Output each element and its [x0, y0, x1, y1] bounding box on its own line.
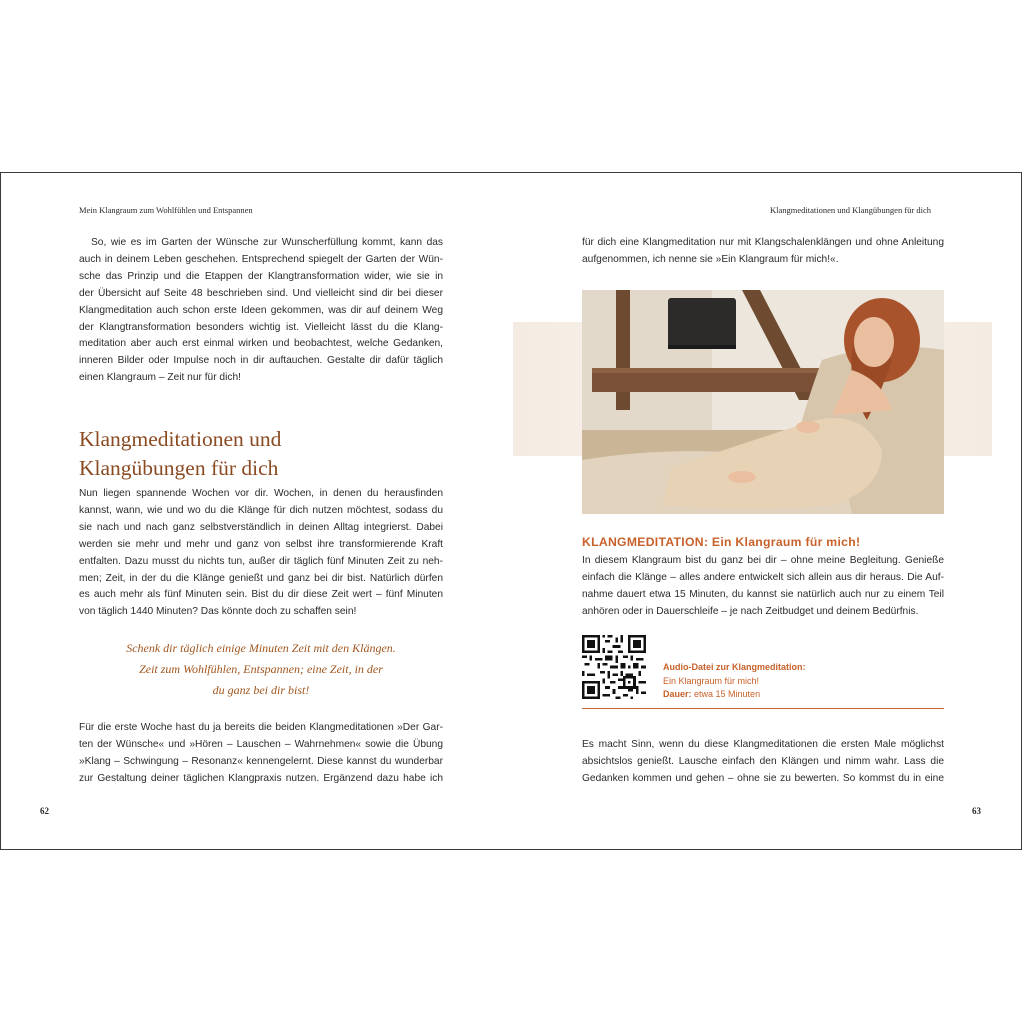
text-line: Gedanken kommen und gehen – ohne sie zu bewerten. So kommst du in eine — [582, 772, 944, 784]
text-line: der Übersicht auf Seite 48 beschrieben sind. Und vielleicht sind dir bei dieser — [79, 287, 443, 299]
section-heading — [79, 425, 379, 483]
photo-woman-relaxing — [582, 290, 944, 514]
text-line: absichtslos genießt. Lausche einfach den Klängen und nimm wahr. Lass die — [582, 755, 944, 767]
text-line: aufgenommen, ich nenne sie »Ein Klangraum für mich!«. — [582, 253, 839, 265]
text-line: meditation aber auch erst einmal wirken und beobachtest, welche Gedanken, — [79, 338, 443, 350]
qr-code[interactable] — [582, 635, 646, 699]
audio-duration-label: Dauer: — [663, 689, 692, 699]
photo-illustration — [582, 290, 944, 514]
text-line: für dich eine Klangmeditation nur mit Klangschalenklängen und ohne Anleitung — [582, 237, 944, 248]
text-line: ten der Wünsche« und »Hören – Lauschen – Wahrnehmen« sowie die Übung — [79, 738, 443, 750]
text-line: einfach die Klänge – alles andere entwickelt sich allein aus dir heraus. Die Auf- — [582, 571, 944, 583]
page-number-left: 62 — [40, 806, 49, 816]
text-line: So, wie es im Garten der Wünsche zur Wunscherfüllung kommt, kann das — [91, 237, 443, 248]
audio-duration-value: etwa 15 Minuten — [694, 689, 761, 699]
running-head-right: Klangmeditationen und Klangübungen für dich — [770, 205, 931, 215]
text-line: sche das Prinzip und die Etappen der Klangtransformation wider, wie sie in — [79, 270, 443, 282]
box-divider — [582, 708, 944, 709]
text-line: inneren Bilder oder Impulse noch in dir auftauchen. Gestalte dir dafür täglich — [79, 355, 443, 367]
heading-line: Klangmeditationen und — [79, 427, 282, 451]
text-line: sie nach und nach ganz selbstverständlich in deinen Alltag integrierst. Dabei — [79, 521, 443, 533]
text-line: Für die erste Woche hast du ja bereits die beiden Klangmeditationen »Der Gar- — [79, 722, 443, 733]
text-line: auch in deinem Leben geschehen. Entsprechend spiegelt der Garten der Wün- — [79, 253, 443, 265]
meditation-box-text — [582, 553, 944, 621]
page-number-right: 63 — [972, 806, 981, 816]
quote-line: Schenk dir täglich einige Minuten Zeit mit den Klängen. — [126, 641, 396, 655]
left-paragraph-3 — [79, 720, 443, 788]
right-paragraph-2 — [582, 737, 944, 788]
meditation-box-heading: KLANGMEDITATION: Ein Klangraum für mich! — [582, 535, 861, 549]
text-line: Klangmeditation auch schon erste Ideen gekommen, was dir auf deinem Weg — [79, 304, 443, 316]
quote-line: du ganz bei dir bist! — [212, 683, 310, 697]
right-paragraph-1 — [582, 235, 944, 269]
text-line: zur Gestaltung deiner täglichen Klangpraxis nutzen. Ergänzend dazu habe ich — [79, 772, 443, 784]
text-line: von täglich 1440 Minuten? Das könnte doch zu schaffen sein! — [79, 606, 357, 618]
pull-quote — [96, 638, 426, 701]
text-line: entfalten. Dazu musst du nichts tun, außer dir täglich fünf Minuten Zeit zu neh- — [79, 555, 443, 567]
text-line: anhören oder in Dauerschleife – je nach Zeitbudget und deinem Bedürfnis. — [582, 605, 919, 617]
text-line: kannst, wann, wie und wo du die Klänge für dich nutzen möchtest, sodass du — [79, 504, 443, 516]
left-paragraph-2 — [79, 486, 443, 621]
text-line: Es macht Sinn, wenn du diese Klangmeditationen die ersten Male möglichst — [582, 739, 944, 750]
text-line: nahme dauert etwa 15 Minuten, du kannst sie natürlich auch nur zu einem Teil — [582, 588, 944, 600]
text-line: es auch mehr als fünf Minuten sein. Bist du dir diese Zeit wert – fünf Minuten — [79, 589, 443, 601]
text-line: einen Klangraum – Zeit nur für dich! — [79, 372, 241, 384]
text-line: »Klang – Schwingung – Resonanz« kennengelernt. Diese kannst du wunderbar — [79, 755, 443, 767]
text-line: der Klangtransformation besonders wichtig ist. Vielleicht lässt du die Klang- — [79, 321, 443, 333]
running-head-left: Mein Klangraum zum Wohlfühlen und Entspannen — [79, 205, 253, 215]
text-line: Nun liegen spannende Wochen vor dir. Wochen, in denen du herausfinden — [79, 488, 443, 499]
audio-label: Audio-Datei zur Klangmeditation: — [663, 662, 806, 672]
audio-file-info — [663, 661, 806, 702]
qr-code-icon — [582, 635, 646, 699]
audio-title: Ein Klangraum für mich! — [663, 675, 760, 686]
left-paragraph-1 — [79, 235, 443, 387]
quote-line: Zeit zum Wohlfühlen, Entspannen; eine Zeit, in der — [139, 662, 383, 676]
text-line: In diesem Klangraum bist du ganz bei dir – ohne meine Begleitung. Genieße — [582, 555, 944, 566]
text-line: men; Zeit, in der du die Klänge genießt und ganz bei dir bist. Natürlich dürfen — [79, 572, 443, 584]
text-line: werden sie mehr und mehr und ganz von selbst ihre transformierende Kraft — [79, 538, 443, 550]
heading-line: Klangübungen für dich — [79, 456, 279, 480]
